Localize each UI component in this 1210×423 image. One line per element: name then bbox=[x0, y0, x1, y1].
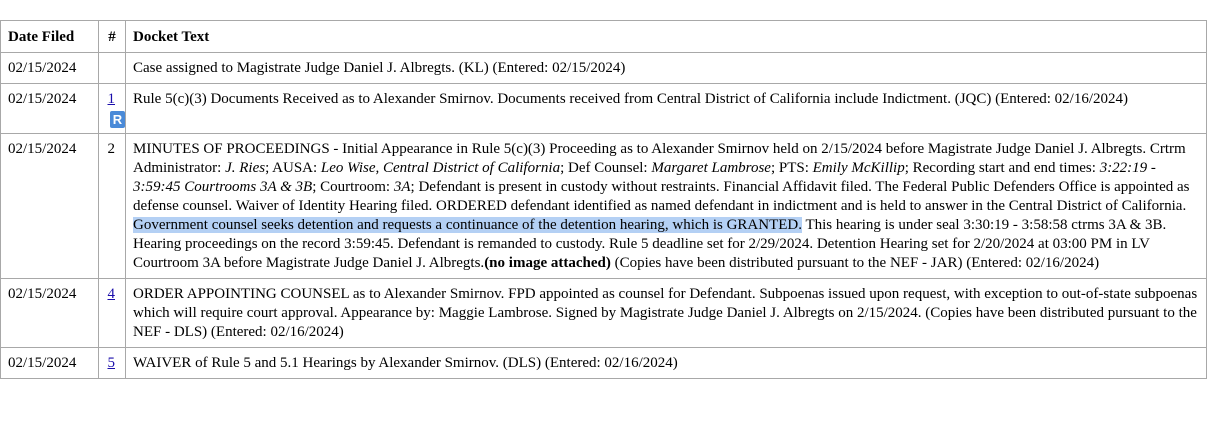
table-row bbox=[1, 84, 1207, 134]
table-row bbox=[1, 348, 1207, 379]
minutes-text: ; PTS: bbox=[770, 160, 813, 176]
doc-number-cell bbox=[99, 348, 126, 379]
minutes-text: ; Def Counsel: bbox=[560, 160, 652, 176]
doc-number-cell bbox=[99, 279, 126, 348]
restricted-document-badge[interactable]: R bbox=[110, 111, 125, 128]
docket-text-cell: Case assigned to Magistrate Judge Daniel J. Albregts. (KL) (Entered: 02/15/2024) bbox=[126, 53, 1207, 84]
header-doc-number: # bbox=[99, 21, 126, 53]
header-date-filed: Date Filed bbox=[1, 21, 99, 53]
docket-text-cell: Rule 5(c)(3) Documents Received as to Alexander Smirnov. Documents received from Central District of California include Indictment. (JQC) (Entered: 02/16/2024) bbox=[126, 84, 1207, 134]
document-5-link[interactable]: 5 bbox=[107, 355, 115, 371]
minutes-text: ; Courtroom: bbox=[312, 179, 394, 195]
minutes-text: ; AUSA: bbox=[265, 160, 321, 176]
document-1-link[interactable]: 1 bbox=[107, 91, 115, 107]
no-image-attached-note: (no image attached) bbox=[484, 255, 611, 271]
minutes-text: ; Defendant is present in custody without restraints. Financial Affidavit filed. The Federal Public Defenders Office is appointed as defense counsel. Waiver of Identity Hearing filed. ORDERED defendant identified as named defendant in indictment and is held to answer in the Central District of California. bbox=[133, 179, 1190, 214]
header-row bbox=[1, 21, 1207, 53]
date-filed-cell: 02/15/2024 bbox=[1, 53, 99, 84]
courtroom-name: 3A bbox=[393, 179, 411, 195]
docket-text-cell: WAIVER of Rule 5 and 5.1 Hearings by Alexander Smirnov. (DLS) (Entered: 02/16/2024) bbox=[126, 348, 1207, 379]
doc-number-cell bbox=[99, 53, 126, 84]
table-row bbox=[1, 279, 1207, 348]
docket-text-cell bbox=[126, 134, 1207, 279]
table-row bbox=[1, 134, 1207, 279]
date-filed-cell: 02/15/2024 bbox=[1, 348, 99, 379]
minutes-text: (Copies have been distributed pursuant to the NEF - JAR) (Entered: 02/16/2024) bbox=[610, 255, 1100, 271]
minutes-text: This hearing is under seal 3:30:19 - 3:58:58 ctrms 3A & 3B. Hearing proceedings on the record 3:59:45. Defendant is remanded to custody. Rule 5 deadline set for 2/29/2024. Detention Hearing set for 2/20/2024 at 03:00 PM in LV Courtroom 3A before Magistrate Judge Daniel J. Albregts. bbox=[133, 217, 1167, 271]
pts-name: Emily McKillip bbox=[812, 160, 905, 176]
document-4-link[interactable]: 4 bbox=[107, 286, 115, 302]
docket-text-cell: ORDER APPOINTING COUNSEL as to Alexander Smirnov. FPD appointed as counsel for Defendant. Subpoenas issued upon request, with exception to out-of-state subpoenas which will require court approval. Appearance by: Maggie Lambrose. Signed by Magistrate Judge Daniel J. Albregts on 2/15/2024. (Copies have been distributed pursuant to the NEF - DLS) (Entered: 02/16/2024) bbox=[126, 279, 1207, 348]
date-filed-cell: 02/15/2024 bbox=[1, 84, 99, 134]
highlighted-text-selection[interactable]: Government counsel seeks detention and requests a continuance of the detention hearing, which is GRANTED. bbox=[133, 217, 802, 233]
defense-counsel-name: Margaret Lambrose bbox=[651, 160, 771, 176]
docket-table bbox=[0, 20, 1207, 379]
date-filed-cell: 02/15/2024 bbox=[1, 134, 99, 279]
date-filed-cell: 02/15/2024 bbox=[1, 279, 99, 348]
recording-times: 3:22:19 - 3:59:45 Courtrooms 3A & 3B bbox=[133, 160, 1156, 195]
doc-number-cell: 2 bbox=[99, 134, 126, 279]
header-docket-text: Docket Text bbox=[126, 21, 1207, 53]
minutes-text: ; Recording start and end times: bbox=[904, 160, 1100, 176]
ausa-name: Leo Wise, Central District of California bbox=[320, 160, 561, 176]
minutes-text: MINUTES OF PROCEEDINGS - Initial Appearance in Rule 5(c)(3) Proceeding as to Alexander Smirnov held on 2/15/2024 before Magistrate Judge Daniel J. Albregts. Crtrm Administrator: bbox=[133, 141, 1186, 176]
courtroom-administrator-name: J. Ries bbox=[225, 160, 266, 176]
table-row bbox=[1, 53, 1207, 84]
doc-number-cell bbox=[99, 84, 126, 134]
